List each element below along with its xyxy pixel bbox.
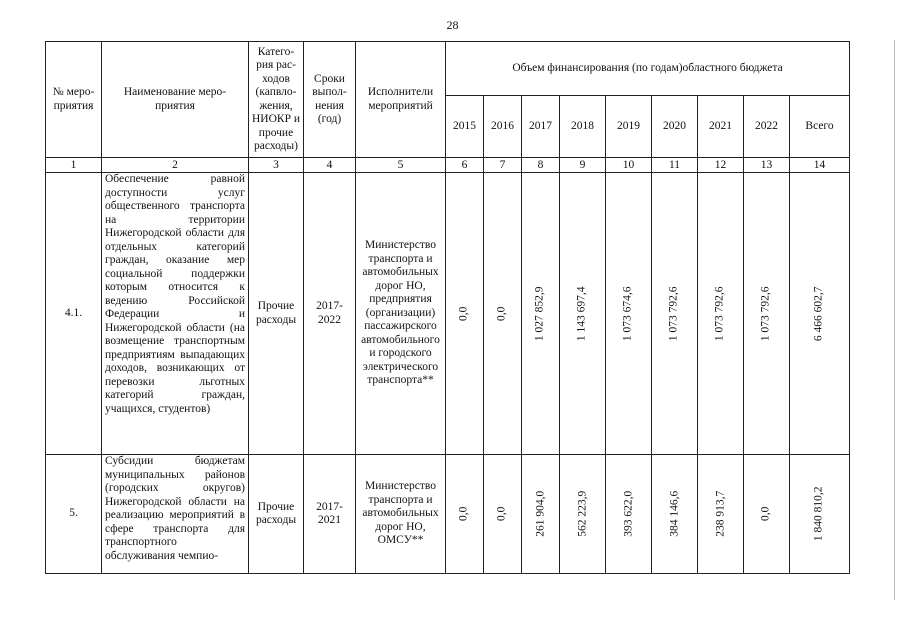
row-period: 2017-2022 (304, 173, 356, 455)
header-num: № меро-приятия (46, 42, 102, 158)
row-total: 6 466 602,7 (812, 286, 825, 341)
col-number: 14 (790, 158, 850, 173)
header-year: 2018 (560, 96, 606, 158)
col-number: 6 (446, 158, 484, 173)
column-numbers-row (46, 158, 850, 173)
col-number: 1 (46, 158, 102, 173)
header-total: Всего (790, 96, 850, 158)
row-value: 1 143 697,4 (575, 286, 588, 341)
header-period: Сроки выпол-нения (год) (304, 42, 356, 158)
funding-table (45, 41, 850, 574)
header-executors: Исполнители мероприятий (356, 42, 446, 158)
table-row (46, 455, 850, 574)
header-year: 2017 (522, 96, 560, 158)
row-value: 261 904,0 (533, 491, 546, 537)
header-funding-group: Объем финансирования (по годам)областного бюджета (446, 42, 850, 96)
header-category: Катего-рия рас-ходов (капвло-жения, НИОКР и прочие расходы) (249, 42, 304, 158)
col-number: 11 (652, 158, 698, 173)
row-name: Субсидии бюджетам муниципальных районов (городских округов) Нижегородской области на реализацию мероприятий в сфере транспорта для транспортного обслуживания чемпио- (102, 455, 249, 574)
row-value: 384 146,6 (667, 491, 680, 537)
row-name: Обеспечение равной доступности услуг общественного транспорта на территории Нижегородской области для отдельных категорий граждан, оказание мер социальной поддержки которым относится к ведению Российской Федерации и Нижегородской области (на возмещение транспортным предприятиям выпадающих доходов, возникающих от перевозки льготных категорий граждан, учащихся, студентов) (102, 173, 249, 455)
row-value: 562 223,9 (575, 491, 588, 537)
col-number: 10 (606, 158, 652, 173)
row-total: 1 840 810,2 (812, 486, 825, 542)
col-number: 2 (102, 158, 249, 173)
header-year: 2015 (446, 96, 484, 158)
header-year: 2019 (606, 96, 652, 158)
row-category: Прочие расходы (249, 173, 304, 455)
header-year: 2022 (744, 96, 790, 158)
table-row (46, 173, 850, 455)
row-value: 0,0 (759, 506, 772, 522)
col-number: 12 (698, 158, 744, 173)
row-period: 2017-2021 (304, 455, 356, 574)
row-category: Прочие расходы (249, 455, 304, 574)
scan-edge-line (894, 40, 895, 600)
header-name: Наименование меро-приятия (102, 42, 249, 158)
page-number: 28 (446, 18, 459, 32)
row-value: 1 073 674,6 (621, 286, 634, 341)
header-year: 2021 (698, 96, 744, 158)
row-executors: Министерство транспорта и автомобильных дорог НО, ОМСУ** (356, 455, 446, 574)
col-number: 5 (356, 158, 446, 173)
row-number: 5. (46, 455, 102, 574)
row-value: 0,0 (457, 306, 470, 321)
col-number: 3 (249, 158, 304, 173)
row-value: 1 073 792,6 (759, 286, 772, 341)
row-value: 1 027 852,9 (533, 286, 546, 341)
row-value: 1 073 792,6 (713, 286, 726, 341)
col-number: 8 (522, 158, 560, 173)
header-year: 2020 (652, 96, 698, 158)
col-number: 7 (484, 158, 522, 173)
row-value: 1 073 792,6 (667, 286, 680, 341)
col-number: 13 (744, 158, 790, 173)
header-year: 2016 (484, 96, 522, 158)
row-executors: Министерство транспорта и автомобильных дорог НО, предприятия (организации) пассажирского автомобильного и городского электрического транспорта** (356, 173, 446, 455)
row-value: 238 913,7 (713, 491, 726, 537)
col-number: 9 (560, 158, 606, 173)
row-value: 393 622,0 (621, 491, 634, 537)
row-number: 4.1. (46, 173, 102, 455)
col-number: 4 (304, 158, 356, 173)
row-value: 0,0 (495, 506, 508, 522)
row-value: 0,0 (457, 506, 470, 522)
row-value: 0,0 (495, 306, 508, 321)
